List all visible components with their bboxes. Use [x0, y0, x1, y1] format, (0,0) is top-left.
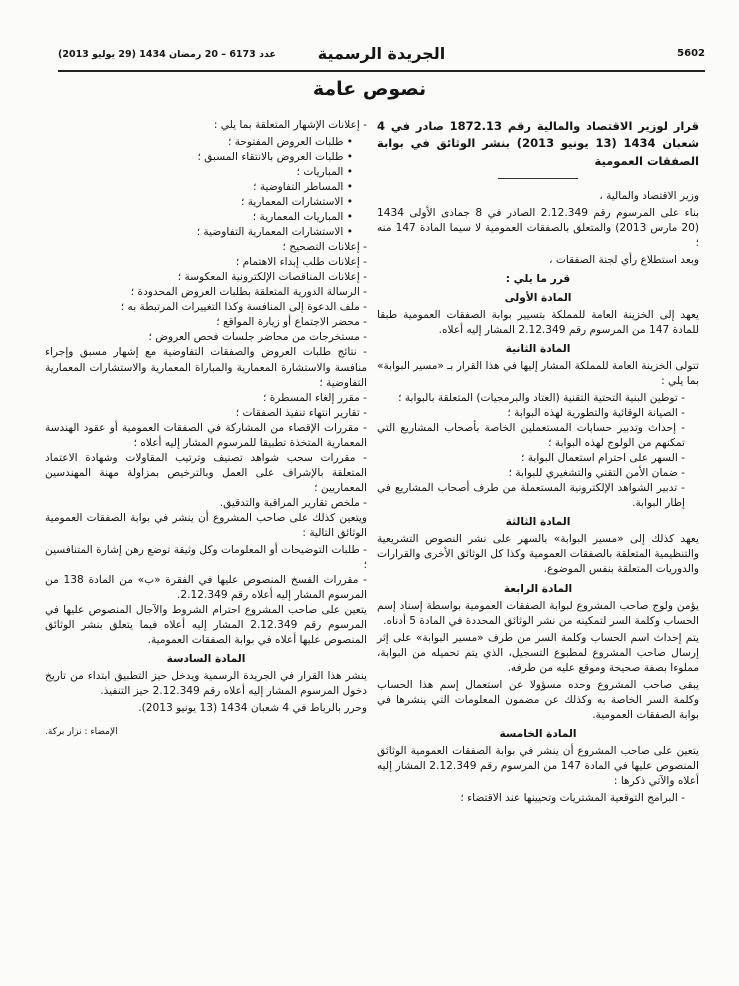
- list-item: - مقرر إلغاء المسطرة ؛: [263, 391, 367, 404]
- article-1-text: يعهد إلى الخزينة العامة للمملكة بتسيير بوابة الصفقات العمومية طبقا للمادة 147 من المرسوم رقم 2.12.349 المشار إليه أعلاه.: [377, 308, 699, 336]
- list-item: - مستخرجات من محاضر جلسات فحص العروض ؛: [148, 331, 367, 344]
- right-column: [377, 118, 699, 808]
- issue-info: عدد 6173 – 20 رمضان 1434 (29 يوليو 2013): [58, 49, 276, 60]
- legal-basis-2: وبعد استطلاع رأي لجنة الصفقات ،: [549, 253, 699, 266]
- article-1-title: المادة الأولى: [504, 291, 572, 304]
- page-header: [58, 44, 705, 72]
- article-5-item-1: - البرامج التوقعية المشتريات وتحيينها عند الاقتضاء ؛: [460, 791, 685, 804]
- legal-basis-1: بناء على المرسوم رقم 2.12.349 الصادر في 8 جمادى الأولى 1434 (20 مارس 2013) والمتعلق بالصفقات العمومية لا سيما المادة 147 منه ؛: [377, 206, 700, 249]
- list-item: - الرسالة الدورية المتعلقة بطلبات العروض المحدودة ؛: [130, 286, 367, 299]
- list-item: - تدبير الشواهد الإلكترونية المستعملة من طرف أصحاب المشاريع في إطار البوابة.: [377, 482, 685, 510]
- list-item: - ملخص تقارير المراقبة والتدقيق.: [219, 496, 367, 509]
- list-item: - إعلانات المناقصات الإلكترونية المعكوسة ؛: [177, 271, 367, 284]
- list-item: - ضمان الأمن التقني والتشغيري للبوابة ؛: [508, 467, 685, 480]
- list-item: • الاستشارات المعمارية ؛: [241, 196, 353, 209]
- article-3-text: يعهد كذلك إلى «مسير البوابة» بالسهر على نشر النصوص التشريعية والتنظيمية المتعلقة بالصفقات العمومية وكذا كل الوثائق الأخرى والقرارات والدوريات المتعلقة بنفس الموضوع.: [377, 533, 699, 576]
- list-item: - نتائج طلبات العروض والصفقات التفاوضية مع إشهار مسبق وإجراء منافسة والاستشارة المعمارية والمباراة المعمارية والاستشارات المعمارية التفاوضية ؛: [45, 346, 367, 389]
- list-item: • طلبات العروض المفتوحة ؛: [227, 136, 353, 149]
- list-item: - توطين البنية التحتية التقنية (العتاد والبرمجيات) المتعلقة بالبوابة ؛: [398, 392, 685, 405]
- article-6-title: المادة السادسة: [166, 653, 246, 666]
- left-column: [45, 118, 367, 741]
- article-4-para-1: يؤمن ولوج صاحب المشروع لبوابة الصفقات العمومية بواسطة إسناد إسم الحساب وكلمة السر لتمكينه من نشر الوثائق المحددة في المادة 5 أدناه.: [377, 599, 699, 627]
- article-2-intro: تتولى الخزينة العامة للمملكة المشار إليها في هذا القرار بـ «مسير البوابة» بما يلي :: [377, 360, 699, 388]
- list-item: - السهر على احترام استعمال البوابة ؛: [520, 452, 685, 465]
- article-2-list: [377, 391, 699, 511]
- article-5-text: يتعين على صاحب المشروع أن ينشر في بوابة الصفقات العمومية الوثائق المنصوص عليها في المادة 147 من المرسوم رقم 2.12.349 المشار إليه أعلاه والآتي ذكرها :: [377, 744, 699, 787]
- decides-line: قرر ما يلي :: [505, 272, 571, 285]
- list-item: - محضر الاجتماع أو زيارة المواقع ؛: [216, 316, 367, 329]
- list-item: - مقررات الإقصاء من المشاركة في الصفقات العمومية أو عقود الهندسة المعمارية المتخذة تطبيقا للمرسوم المشار إليه أعلاه ؛: [45, 421, 367, 449]
- page-number: 5602: [677, 48, 705, 59]
- list-item: • الاستشارات المعمارية التفاوضية ؛: [196, 226, 353, 239]
- list-item: - إعلانات طلب إبداء الاهتمام ؛: [235, 256, 367, 269]
- article-4-title: المادة الرابعة: [503, 582, 573, 595]
- list-item: - الصيانة الوقائية والتطورية لهذه البوابة ؛: [507, 407, 685, 420]
- ads-list: [45, 135, 367, 240]
- signature: الإمضاء : نزار بركة.: [45, 727, 118, 738]
- done-at-line: وحرر بالرباط في 4 شعبان 1434 (13 يونيو 2013).: [138, 702, 367, 715]
- decree-title: قرار لوزير الاقتصاد والمالية رقم 1872.13 صادر في 4 شعبان 1434 (13 يونيو 2013) بنشر الوثائق في بوابة الصفقات العمومية: [377, 119, 699, 168]
- list-item: • المباريات ؛: [296, 166, 353, 179]
- list-item: • المباريات المعمارية ؛: [252, 211, 353, 224]
- article-2-title: المادة الثانية: [505, 343, 571, 356]
- article-5-title: المادة الخامسة: [499, 727, 577, 740]
- respect-deadlines-para: يتعين على صاحب المشروع احترام الشروط والآجال المنصوص عليها في المرسوم رقم 2.12.349 المشار إليه أعلاه فيما يتعلق بنشر الوثائق المنصوص عليها أعلاه في بوابة الصفقات العمومية.: [45, 604, 368, 647]
- list-item: - مقررات سحب شواهد تصنيف وترتيب المقاولات وشهادة الاعتماد المتعلقة بالإشراف على العمل وبالترخيص بمزاولة مهنة المهندسين المعماريين ؛: [45, 451, 367, 494]
- list-item: - طلبات التوضيحات أو المعلومات وكل وثيقة توضع رهن إشارة المتنافسين ؛: [45, 543, 367, 571]
- list-item: - إحداث وتدبير حسابات المستعملين الخاصة بأصحاب المشاريع التي تمكنهم من الولوج لهذه البوابة ؛: [377, 422, 685, 450]
- ads-intro: - إعلانات الإشهار المتعلقة بما يلي :: [213, 119, 367, 131]
- article-6-text: ينشر هذا القرار في الجريدة الرسمية ويدخل حيز التطبيق ابتداء من تاريخ دخول المرسوم المشار إليه أعلاه رقم 2.12.349 حيز التنفيذ.: [45, 670, 367, 698]
- article-3-title: المادة الثالثة: [505, 516, 571, 529]
- list-item: • المساطر التفاوضية ؛: [253, 181, 353, 194]
- list-item: • طلبات العروض بالانتقاء المسبق ؛: [197, 151, 353, 164]
- list-item: - مقررات الفسخ المنصوص عليها في الفقرة «ب» من المادة 138 من المرسوم المشار إليه أعلاه رقم 2.12.349.: [45, 573, 368, 601]
- article-4-para-3: يبقى صاحب المشروع وحده مسؤولا عن استعمال إسم هذا الحساب وكلمة السر الخاصة به وكذلك عن مضمون المعلومات التي ينشرها في بوابة الصفقات العمومية.: [377, 678, 699, 721]
- also-publish-para: ويتعين كذلك على صاحب المشروع أن ينشر في بوابة الصفقات العمومية الوثائق التالية :: [45, 511, 367, 539]
- title-divider: [498, 178, 578, 179]
- list-item: - ملف الدعوة إلى المنافسة وكذا التغييرات المرتبطة به ؛: [120, 301, 367, 314]
- documents-list: [45, 240, 367, 511]
- documents-list-2: [45, 543, 367, 603]
- minister-line: وزير الاقتصاد والمالية ،: [599, 189, 699, 202]
- article-4-para-2: يتم إحداث اسم الحساب وكلمة السر من طرف «مسير البوابة» على إثر إرسال صاحب المشروع لمطبوع التسجيل، الذي يتم تحميله من البوابة، مملوءا بصفة صحيحة وموقع عليه من طرفه.: [377, 631, 699, 674]
- list-item: - تقارير انتهاء تنفيذ الصفقات ؛: [235, 406, 367, 419]
- list-item: - إعلانات التصحيح ؛: [282, 241, 367, 254]
- journal-title: الجريدة الرسمية: [317, 44, 446, 63]
- section-title: نصوص عامة: [312, 78, 427, 100]
